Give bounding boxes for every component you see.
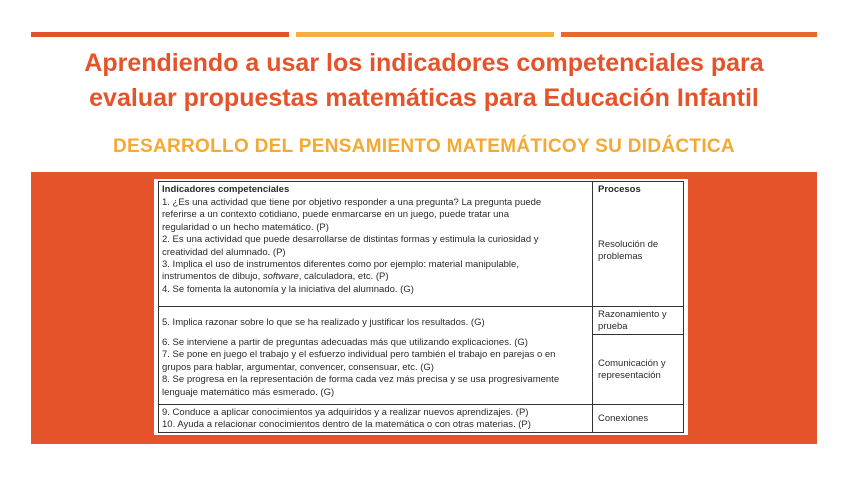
indicator-line: 2. Es una actividad que puede desarrollarse de distintas formas y estimula la curiosidad y [162, 234, 539, 246]
indicators-table [154, 179, 688, 435]
table-border-top [158, 181, 684, 182]
process-problem-solving: Resolución de problemas [598, 239, 659, 263]
indicator-line: 7. Se pone en juego el trabajo y el esfuerzo individual pero también el trabajo en parejas o en [162, 349, 556, 361]
table-row-divider [158, 404, 684, 405]
process-communication: Comunicación y representación [598, 358, 666, 382]
indicator-line: 5. Implica razonar sobre lo que se ha realizado y justificar los resultados. (G) [162, 317, 485, 328]
accent-bar-middle [296, 32, 554, 37]
indicator-line: instrumentos de dibujo, software, calculadora, etc. (P) [162, 271, 389, 283]
slide-title [0, 46, 848, 116]
table-row-divider [158, 306, 684, 307]
indicator-line: 4. Se fomenta la autonomía y la iniciativa del alumnado. (G) [162, 283, 414, 295]
indicator-line: regularidad o un hecho matemático. (P) [162, 221, 329, 233]
indicator-group-connections [162, 407, 590, 432]
table-border-bottom [158, 432, 684, 433]
process-reasoning: Razonamiento y prueba [598, 309, 667, 333]
table-column-divider [592, 181, 593, 433]
indicator-line: 8. Se progresa en la representación de forma cada vez más precisa y se usa progresivamente [162, 374, 560, 386]
slide-title-line-1: Aprendiendo a usar los indicadores competenciales para [84, 49, 764, 77]
accent-bar-left [31, 32, 289, 37]
slide-subtitle: DESARROLLO DEL PENSAMIENTO MATEMÁTICOY SU DIDÁCTICA [113, 136, 735, 157]
header-processes: Procesos [598, 184, 641, 195]
header-indicators: Indicadores competenciales [162, 184, 290, 195]
accent-bar-right [561, 32, 817, 37]
table-border-right [683, 181, 684, 433]
indicator-line: creatividad del alumnado. (P) [162, 246, 286, 258]
indicator-group-reasoning [162, 317, 590, 329]
indicator-line: grupos para hablar, argumentar, convencer, consensuar, etc. (G) [162, 361, 434, 373]
indicator-line: referirse a un contexto cotidiano, puede enmarcarse en un juego, puede tratar una [162, 209, 509, 221]
indicator-line: 1. ¿Es una actividad que tiene por objetivo responder a una pregunta? La pregunta puede [162, 197, 542, 208]
process-connections: Conexiones [598, 413, 649, 424]
indicator-line: 6. Se interviene a partir de preguntas adecuadas más que utilizando explicaciones. (G) [162, 337, 528, 348]
indicator-line: 10. Ayuda a relacionar conocimientos dentro de la matemática o con otras materias. (P) [162, 419, 531, 431]
indicator-group-problem-solving [162, 197, 590, 296]
table-border-left [158, 181, 159, 433]
table-row-divider [592, 334, 684, 335]
indicator-line: 9. Conduce a aplicar conocimientos ya adquiridos y a realizar nuevos aprendizajes. (P) [162, 407, 529, 418]
indicator-line: 3. Implica el uso de instrumentos diferentes como por ejemplo: material manipulable, [162, 259, 519, 271]
slide-title-line-2: evaluar propuestas matemáticas para Educación Infantil [89, 84, 759, 112]
indicator-group-communication [162, 337, 590, 399]
indicator-line: lenguaje matemático más esmerado. (G) [162, 386, 335, 398]
